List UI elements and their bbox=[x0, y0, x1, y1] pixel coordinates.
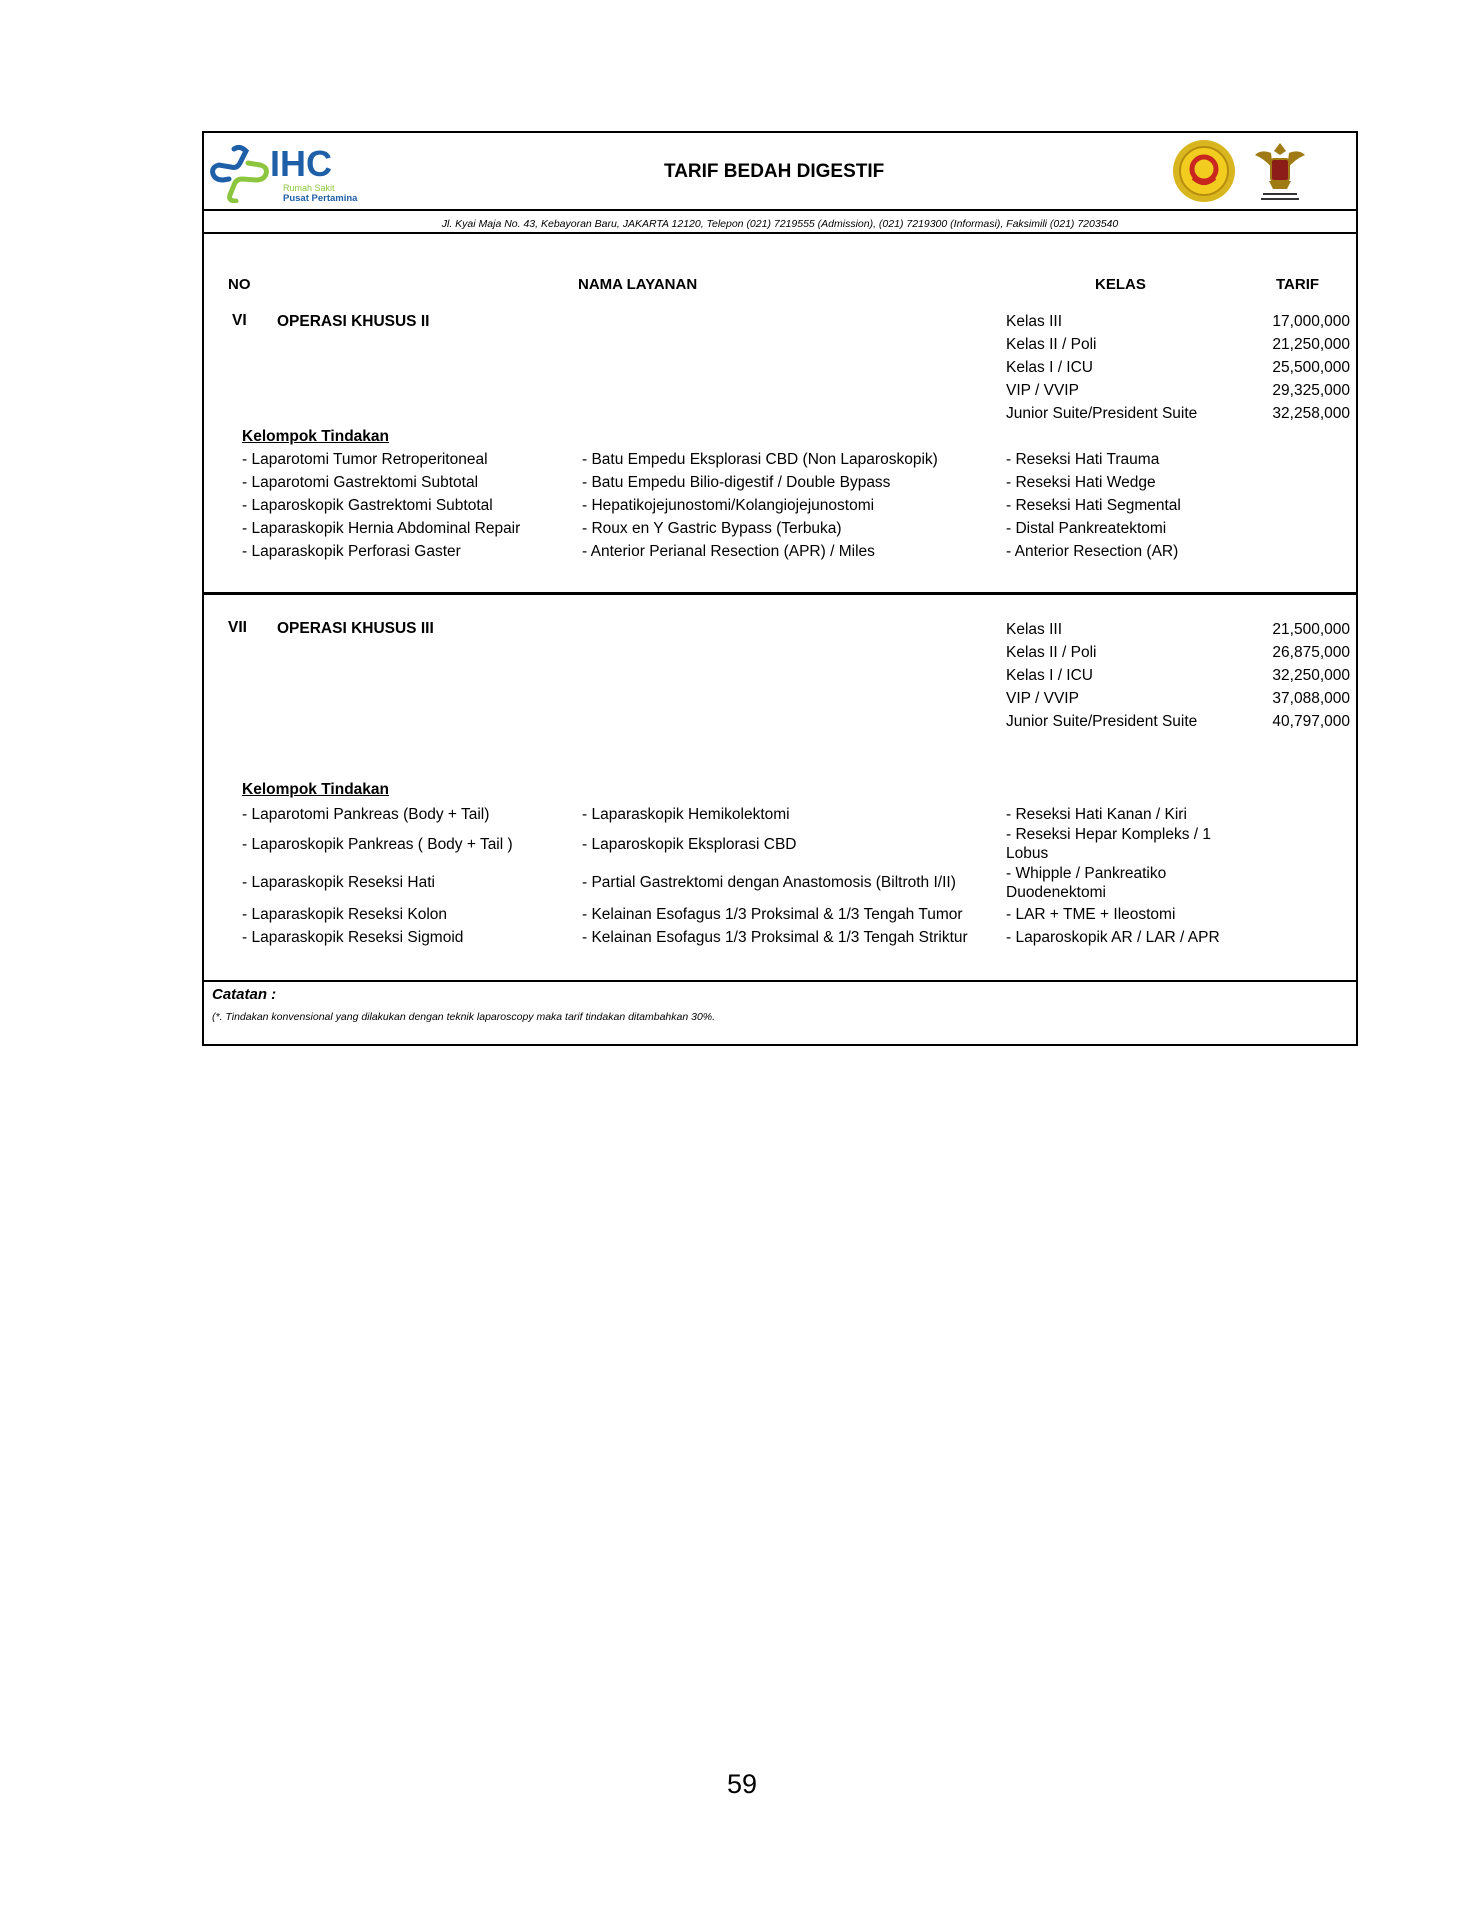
price-value: 32,250,000 bbox=[1272, 667, 1350, 684]
procedure-item: - Laparotomi Tumor Retroperitoneal bbox=[242, 451, 488, 468]
procedure-item: - Laparaskopik Reseksi Sigmoid bbox=[242, 929, 464, 946]
price-value: 32,258,000 bbox=[1272, 405, 1350, 422]
procedure-item: - Laparotomi Pankreas (Body + Tail) bbox=[242, 806, 490, 823]
logo-sub2: Pusat Pertamina bbox=[283, 193, 358, 204]
procedure-item: - Laparaskopik Perforasi Gaster bbox=[242, 543, 461, 560]
notes-title: Catatan : bbox=[212, 986, 277, 1003]
procedure-item: - Laparoskopik Gastrektomi Subtotal bbox=[242, 497, 493, 514]
page-number: 59 bbox=[726, 1769, 758, 1799]
column-header-nama: NAMA LAYANAN bbox=[578, 276, 698, 293]
class-label: Junior Suite/President Suite bbox=[1006, 713, 1198, 730]
column-header-tarif: TARIF bbox=[1276, 276, 1320, 293]
price-value: 26,875,000 bbox=[1272, 644, 1350, 661]
address-divider bbox=[204, 232, 1356, 234]
class-label: Kelas III bbox=[1006, 621, 1062, 638]
procedure-item: - Anterior Resection (AR) bbox=[1006, 543, 1179, 560]
procedure-item: - Reseksi Hati Trauma bbox=[1006, 451, 1160, 468]
price-value: 21,500,000 bbox=[1272, 621, 1350, 638]
class-label: Kelas II / Poli bbox=[1006, 336, 1097, 353]
address-line: Jl. Kyai Maja No. 43, Kebayoran Baru, JAKARTA 12120, Telepon (021) 7219555 (Admission), (021) 7219300 (Informasi), Faksimili (021) 7203540 bbox=[441, 218, 1119, 230]
class-label: VIP / VVIP bbox=[1006, 382, 1079, 399]
class-label: Junior Suite/President Suite bbox=[1006, 405, 1198, 422]
header-divider bbox=[204, 209, 1356, 211]
procedure-item: - Distal Pankreatektomi bbox=[1006, 520, 1167, 537]
section-divider bbox=[204, 592, 1356, 595]
procedure-item: - Roux en Y Gastric Bypass (Terbuka) bbox=[582, 520, 842, 537]
section-title: OPERASI KHUSUS II bbox=[277, 313, 430, 330]
procedure-item: - Reseksi Hati Segmental bbox=[1006, 497, 1181, 514]
price-value: 25,500,000 bbox=[1272, 359, 1350, 376]
tariff-table bbox=[202, 131, 1358, 1046]
logo-brand: IHC bbox=[270, 143, 332, 184]
procedure-item: - Batu Empedu Bilio-digestif / Double Bypass bbox=[582, 474, 891, 491]
ihc-logo bbox=[210, 143, 370, 203]
procedure-item: - Kelainan Esofagus 1/3 Proksimal & 1/3 Tengah Tumor bbox=[582, 906, 963, 923]
class-label: VIP / VVIP bbox=[1006, 690, 1079, 707]
procedure-item: - LAR + TME + Ileostomi bbox=[1006, 906, 1176, 923]
class-label: Kelas I / ICU bbox=[1006, 359, 1093, 376]
procedure-item: - Laparaskopik Hernia Abdominal Repair bbox=[242, 520, 521, 537]
procedure-item: - Kelainan Esofagus 1/3 Proksimal & 1/3 Tengah Striktur bbox=[582, 929, 968, 946]
page-title: TARIF BEDAH DIGESTIF bbox=[664, 161, 885, 182]
price-value: 37,088,000 bbox=[1272, 690, 1350, 707]
procedure-item: - Reseksi Hati Wedge bbox=[1006, 474, 1156, 491]
procedure-item: - Laparaskopik Hemikolektomi bbox=[582, 806, 790, 823]
procedure-item: - Laparaskopik Reseksi Kolon bbox=[242, 906, 448, 923]
class-label: Kelas II / Poli bbox=[1006, 644, 1097, 661]
class-label: Kelas III bbox=[1006, 313, 1062, 330]
garuda-emblem-icon bbox=[1249, 137, 1311, 203]
section-no: VII bbox=[228, 619, 247, 636]
quality-seal-icon bbox=[1171, 138, 1237, 204]
price-value: 29,325,000 bbox=[1272, 382, 1350, 399]
ihc-cross-icon bbox=[210, 143, 270, 203]
group-label: Kelompok Tindakan bbox=[242, 428, 389, 445]
procedure-item: - Reseksi Hati Kanan / Kiri bbox=[1006, 806, 1187, 823]
section-no: VI bbox=[232, 312, 247, 329]
procedure-item: - Hepatikojejunostomi/Kolangiojejunostomi bbox=[582, 497, 875, 514]
price-value: 21,250,000 bbox=[1272, 336, 1350, 353]
procedure-item: - Batu Empedu Eksplorasi CBD (Non Laparoskopik) bbox=[582, 451, 938, 468]
procedure-item: - Laparoskopik AR / LAR / APR bbox=[1006, 929, 1220, 946]
procedure-item: - Reseksi Hepar Kompleks / 1 Lobus bbox=[1006, 826, 1212, 862]
price-value: 40,797,000 bbox=[1272, 713, 1350, 730]
procedure-item: - Laparotomi Gastrektomi Subtotal bbox=[242, 474, 479, 491]
notes-divider bbox=[204, 980, 1356, 982]
procedure-item: - Partial Gastrektomi dengan Anastomosis (Biltroth I/II) bbox=[582, 874, 956, 891]
procedure-item: - Anterior Perianal Resection (APR) / Miles bbox=[582, 543, 875, 560]
procedure-item: - Laparoskopik Pankreas ( Body + Tail ) bbox=[242, 836, 513, 853]
procedure-item: - Laparoskopik Eksplorasi CBD bbox=[582, 836, 797, 853]
section-title: OPERASI KHUSUS III bbox=[277, 620, 434, 637]
class-label: Kelas I / ICU bbox=[1006, 667, 1093, 684]
notes-text: (*. Tindakan konvensional yang dilakukan dengan teknik laparoscopy maka tarif tindakan ditambahkan 30%. bbox=[212, 1011, 716, 1023]
procedure-item: - Whipple / Pankreatiko Duodenektomi bbox=[1006, 865, 1167, 901]
column-header-kelas: KELAS bbox=[1095, 276, 1146, 293]
price-value: 17,000,000 bbox=[1272, 313, 1350, 330]
procedure-item: - Laparaskopik Reseksi Hati bbox=[242, 874, 435, 891]
column-header-no: NO bbox=[228, 276, 251, 293]
logo-sub1: Rumah Sakit bbox=[283, 183, 335, 193]
group-label: Kelompok Tindakan bbox=[242, 781, 389, 798]
